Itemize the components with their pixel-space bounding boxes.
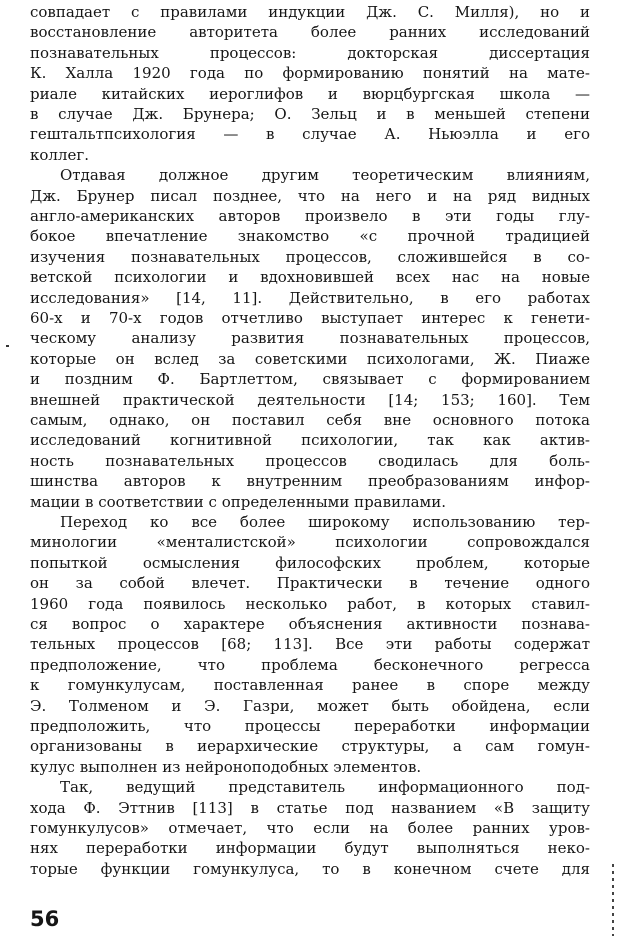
- text-line: бокое впечатление знакомство «с прочной традицией: [30, 227, 590, 246]
- text-line: тельных процессов [68; 113]. Все эти работы содержат: [30, 635, 590, 654]
- text-line: изучения познавательных процессов, сложившейся в со-: [30, 247, 590, 266]
- text-line: торые функции гомункулуса, то в конечном счете для: [30, 859, 590, 878]
- text-line: и поздним Ф. Бартлеттом, связывает с формированием: [30, 370, 590, 389]
- text-line: шинства авторов к внутренним преобразованиям инфор-: [30, 472, 590, 491]
- text-line: ся вопрос о характере объяснения активности познава-: [30, 615, 590, 633]
- text-line: ность познавательных процессов сводилась для боль-: [30, 451, 590, 470]
- text-line: К. Халла 1920 года по формированию понятий на мате-: [30, 64, 590, 83]
- text-line: гомункулусов» отмечает, что если на более ранних уров-: [30, 819, 590, 837]
- text-line: Отдавая должное другим теоретическим влияниям,: [60, 166, 590, 185]
- text-line: риале китайских иероглифов и вюрцбургская школа —: [30, 84, 590, 103]
- text-line: Переход ко все более широкому использованию тер-: [60, 513, 590, 531]
- text-line: хода Ф. Эттнив [113] в статье под названием «В защиту: [30, 798, 590, 817]
- text-line: которые он вслед за советскими психологами, Ж. Пиаже: [30, 349, 590, 368]
- text-line: попыткой осмысления философских проблем, которые: [30, 553, 590, 572]
- text-line: внешней практической деятельности [14; 153; 160]. Тем: [30, 390, 590, 409]
- text-line: исследований когнитивной психологии, так как актив-: [30, 431, 590, 450]
- text-line: познавательных процессов: докторская диссертация: [30, 43, 590, 62]
- text-line: самым, однако, он поставил себя вне основного потока: [30, 411, 590, 429]
- text-line: 60-х и 70-х годов отчетливо выступает интерес к генети-: [30, 309, 590, 327]
- text-line: Дж. Брунер писал позднее, что на него и на ряд видных: [30, 186, 590, 205]
- text-line: исследования» [14, 11]. Действительно, в его работах: [30, 288, 590, 307]
- text-line: Э. Толменом и Э. Газри, может быть обойдена, если: [30, 696, 590, 715]
- text-line: он за собой влечет. Практически в течение одного: [30, 574, 590, 593]
- text-line: восстановление авторитета более ранних исследований: [30, 23, 590, 42]
- text-line: предположение, что проблема бесконечного регресса: [30, 655, 590, 674]
- text-line: предположить, что процессы переработки информации: [30, 717, 590, 735]
- margin-speck: [6, 345, 9, 347]
- text-line: гештальтпсихология — в случае А. Ньюэлла и его: [30, 125, 590, 144]
- text-line: мации в соответствии с определенными правилами.: [30, 492, 446, 511]
- text-line: минологии «менталистской» психологии сопровождался: [30, 533, 590, 552]
- scan-edge-artifact: [612, 864, 614, 936]
- text-line: 1960 года появилось несколько работ, в которых ставил-: [30, 594, 590, 613]
- text-line: ветской психологии и вдохновившей всех нас на новые: [30, 268, 590, 287]
- text-line: англо-американских авторов произвело в эти годы глу-: [30, 207, 590, 225]
- text-line: Так, ведущий представитель информационного под-: [60, 778, 590, 797]
- text-line: к гомункулусам, поставленная ранее в споре между: [30, 676, 590, 695]
- page-number: 56: [30, 907, 60, 931]
- text-line: организованы в иерархические структуры, а сам гомун-: [30, 737, 590, 756]
- text-line: кулус выполнен из нейроноподобных элементов.: [30, 757, 422, 776]
- text-line: в случае Дж. Брунера; О. Зельц и в меньшей степени: [30, 105, 590, 123]
- text-line: ческому анализу развития познавательных процессов,: [30, 329, 590, 348]
- text-line: совпадает с правилами индукции Дж. С. Милля), но и: [30, 3, 590, 21]
- text-line: коллег.: [30, 145, 89, 164]
- text-line: нях переработки информации будут выполняться неко-: [30, 839, 590, 858]
